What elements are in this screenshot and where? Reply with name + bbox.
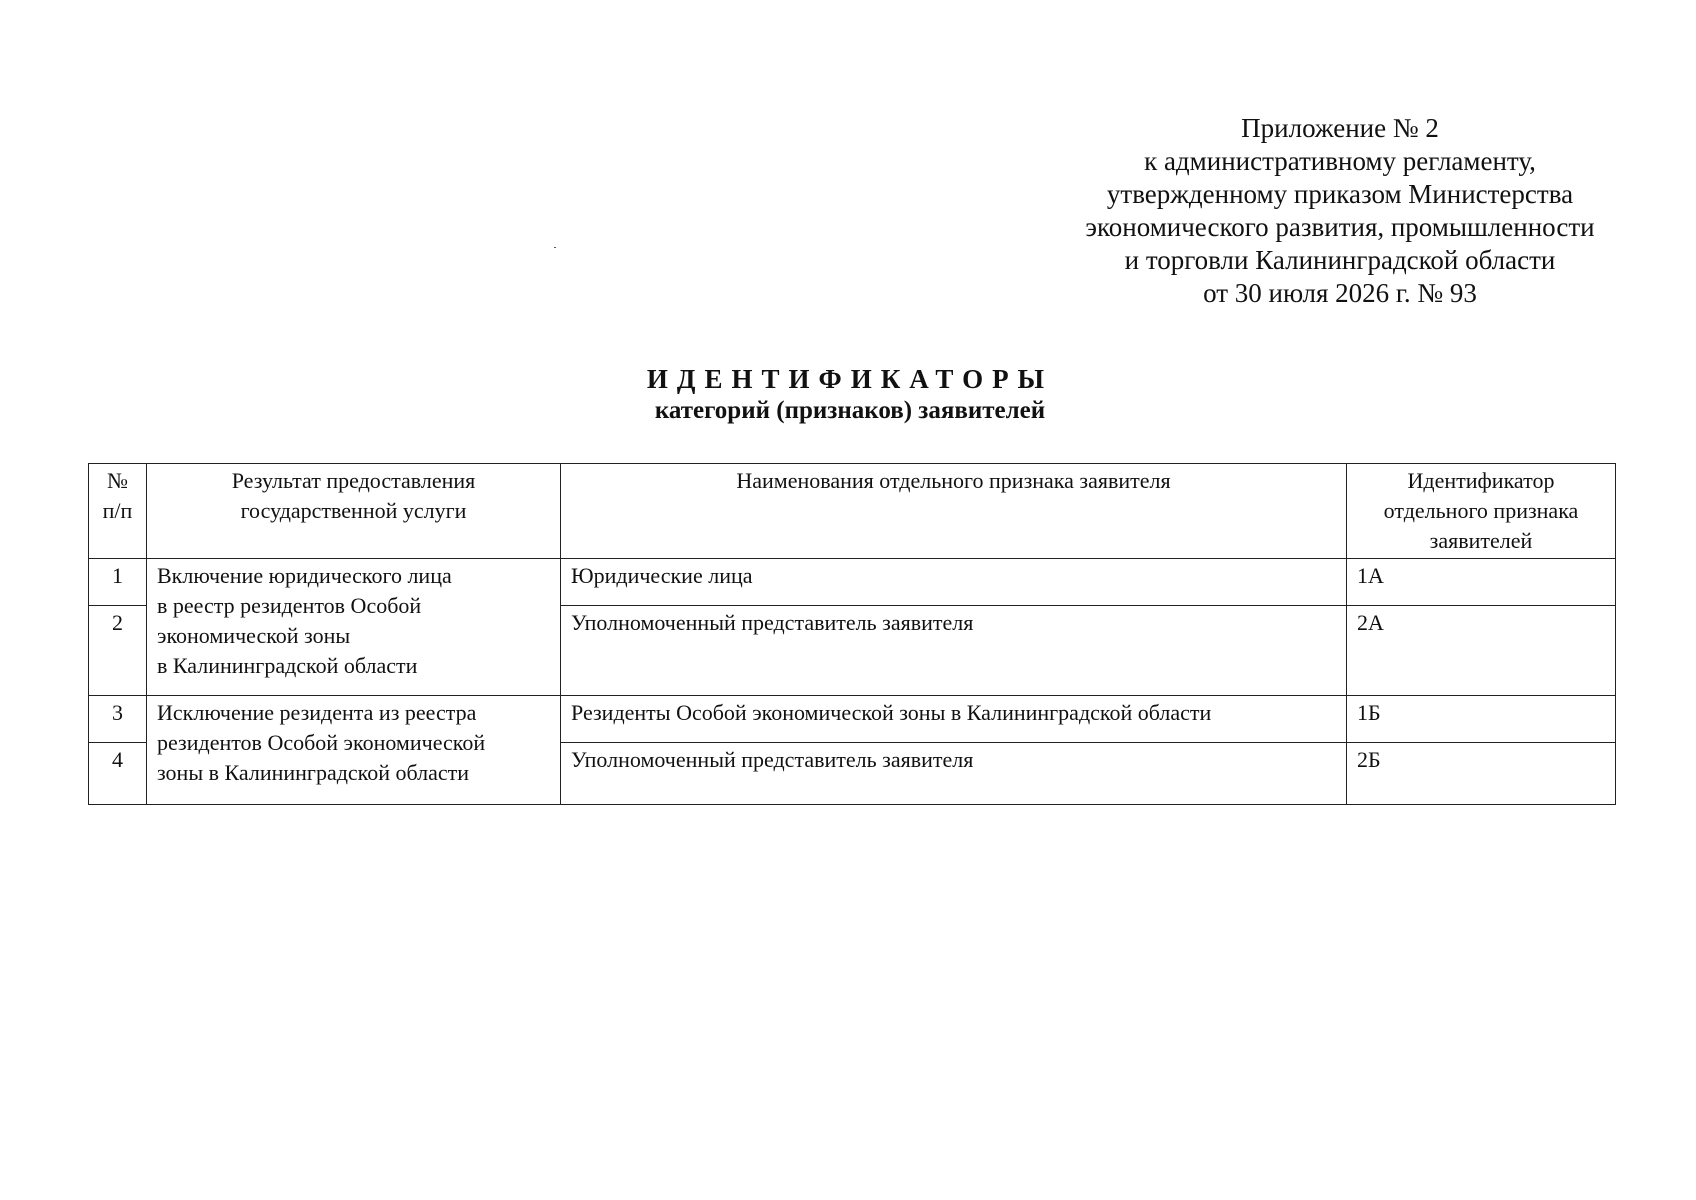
- row-name: Резиденты Особой экономической зоны в Калининградской области: [561, 696, 1347, 743]
- table-header-row: [89, 464, 1616, 559]
- result-line: Включение юридического лица: [157, 563, 452, 588]
- row-id: 2А: [1347, 606, 1616, 696]
- appendix-line: Приложение № 2: [1241, 113, 1439, 143]
- header-id-line: отдельного признака: [1383, 498, 1579, 523]
- row-result: [147, 559, 561, 696]
- appendix-line: от 30 июля 2026 г. № 93: [1203, 278, 1477, 308]
- row-name: Юридические лица: [561, 559, 1347, 606]
- title-main: ИДЕНТИФИКАТОРЫ: [646, 364, 1054, 394]
- document-title: [440, 362, 1260, 426]
- appendix-line: утвержденному приказом Министерства: [1106, 179, 1574, 209]
- header-result-line: государственной услуги: [240, 498, 467, 523]
- header-num: [89, 464, 147, 559]
- row-result: [147, 696, 561, 805]
- result-line: экономической зоны: [157, 623, 351, 648]
- result-line: Исключение резидента из реестра: [157, 700, 477, 725]
- header-id-line: заявителей: [1429, 528, 1533, 553]
- table-row: [89, 696, 1616, 743]
- row-id: 1А: [1347, 559, 1616, 606]
- appendix-line: к административному регламенту,: [1144, 146, 1536, 176]
- row-id: 1Б: [1347, 696, 1616, 743]
- row-num: 2: [89, 606, 147, 696]
- appendix-line: экономического развития, промышленности: [1085, 212, 1595, 242]
- appendix-header: [1060, 112, 1620, 310]
- row-num: 1: [89, 559, 147, 606]
- table-row: [89, 559, 1616, 606]
- header-num-line: №: [107, 468, 128, 493]
- appendix-line: и торговли Калининградской области: [1124, 245, 1556, 275]
- row-name: Уполномоченный представитель заявителя: [561, 743, 1347, 805]
- header-name: Наименования отдельного признака заявителя: [561, 464, 1347, 559]
- row-name: Уполномоченный представитель заявителя: [561, 606, 1347, 696]
- result-line: в Калининградской области: [157, 653, 418, 678]
- header-id: [1347, 464, 1616, 559]
- scan-speck: [554, 247, 556, 248]
- header-result: [147, 464, 561, 559]
- header-id-line: Идентификатор: [1407, 468, 1555, 493]
- title-sub: категорий (признаков) заявителей: [654, 397, 1046, 424]
- result-line: резидентов Особой экономической: [157, 730, 486, 755]
- header-result-line: Результат предоставления: [231, 468, 476, 493]
- result-line: в реестр резидентов Особой: [157, 593, 422, 618]
- row-num: 4: [89, 743, 147, 805]
- result-line: зоны в Калининградской области: [157, 760, 470, 785]
- header-num-line: п/п: [102, 498, 133, 523]
- identifiers-table: [88, 463, 1616, 805]
- row-num: 3: [89, 696, 147, 743]
- row-id: 2Б: [1347, 743, 1616, 805]
